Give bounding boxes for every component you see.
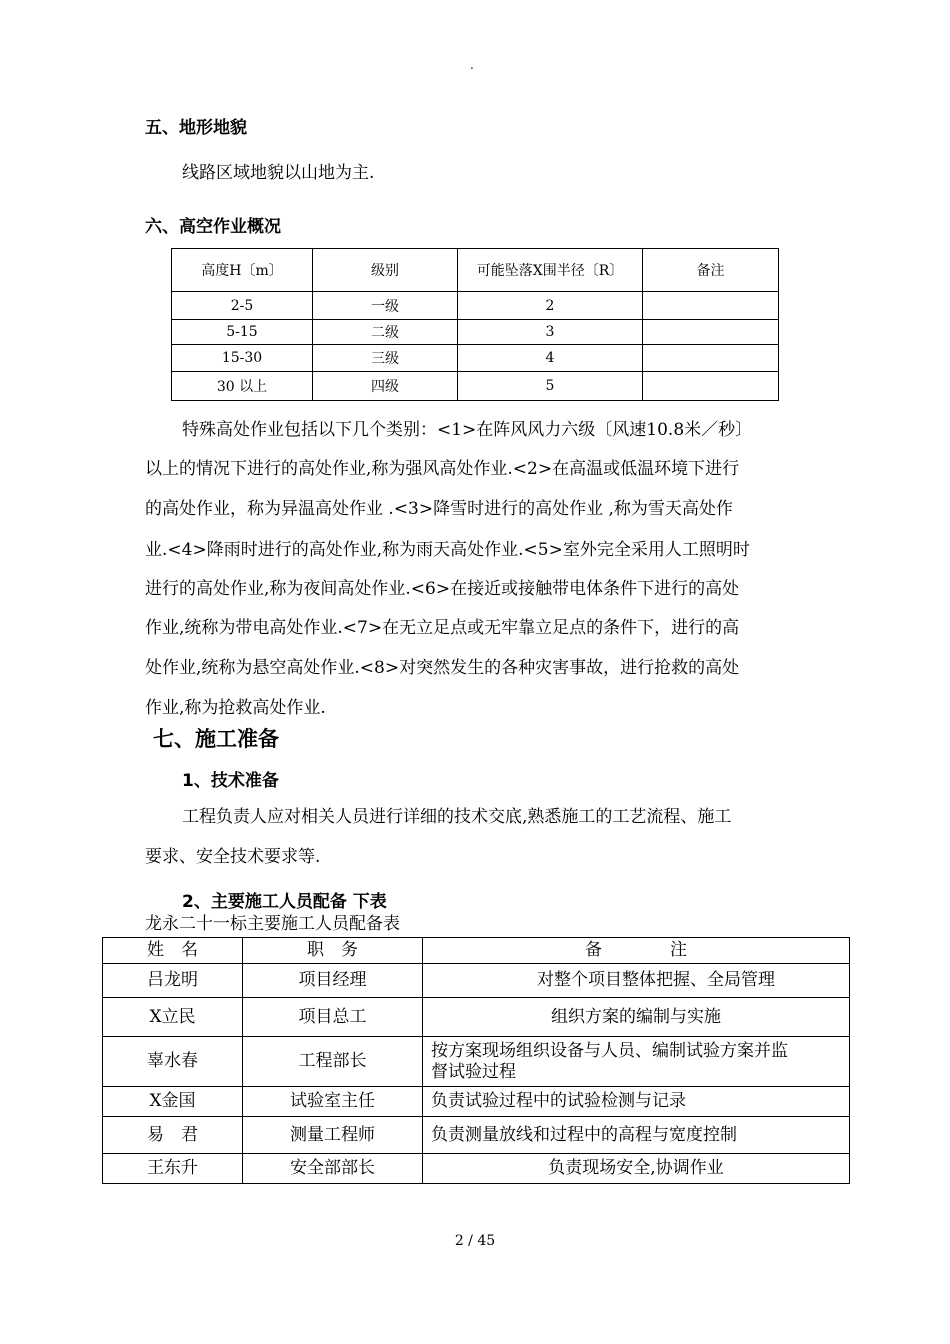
staff-name: 辜水春 [103,1037,243,1087]
tech-prep-line-1: 工程负责人应对相关人员进行详细的技术交底,熟悉施工的工艺流程、施工 [182,807,732,827]
staff-name: 吕龙明 [103,964,243,998]
special-work-line-3: 的高处作业，称为异温高处作业 .<3>降雪时进行的高处作业 ,称为雪天高处作 [145,499,733,519]
table-row [103,998,850,1037]
page-number: 2 / 45 [454,1233,496,1249]
staff-role: 工程部长 [243,1037,423,1087]
staff-heading: 2、主要施工人员配备 下表 [182,892,387,912]
special-work-line-5: 进行的高处作业,称为夜间高处作业.<6>在接近或接触带电体条件下进行的高处 [145,579,740,599]
staff-role: 安全部部长 [243,1154,423,1184]
cell-note [643,345,779,372]
staff-remark: 对整个项目整体把握、全局管理 [423,964,850,998]
staff-header-row [103,938,850,964]
staff-table-caption: 龙永二十一标主要施工人员配备表 [145,914,400,934]
cell-level: 二级 [313,320,458,345]
cell-level: 一级 [313,292,458,320]
section5-body: 线路区域地貌以山地为主. [182,163,375,183]
table-row [172,345,779,372]
section7-heading: 七、施工准备 [153,727,279,751]
header-level: 级别 [313,249,458,292]
cell-note [643,320,779,345]
staff-name: 王东升 [103,1154,243,1184]
table-row [172,320,779,345]
cell-note [643,372,779,401]
staff-name: X立民 [103,998,243,1037]
staff-remark [423,1037,850,1087]
special-work-line-2: 以上的情况下进行的高处作业,称为强风高处作业.<2>在高温或低温环境下进行 [145,459,740,479]
table-row [103,964,850,998]
staff-role: 项目经理 [243,964,423,998]
staff-role: 试验室主任 [243,1087,423,1117]
section5-heading: 五、地形地貌 [145,118,247,138]
table-row [103,1154,850,1184]
special-work-line-4: 业.<4>降雨时进行的高处作业,称为雨天高处作业.<5>室外完全采用人工照明时 [145,540,750,560]
cell-height: 2-5 [172,292,313,320]
header-name: 姓 名 [103,938,243,964]
cell-height: 5-15 [172,320,313,345]
tech-prep-line-2: 要求、安全技术要求等. [145,847,321,867]
special-work-line-1: 特殊高处作业包括以下几个类别：<1>在阵风风力六级〔风速10.8米／秒〕 [182,420,753,440]
cell-radius: 3 [458,320,643,345]
table-row [172,292,779,320]
header-mark: . [470,58,474,72]
staff-remark: 负责现场安全,协调作业 [423,1154,850,1184]
cell-radius: 2 [458,292,643,320]
cell-note [643,292,779,320]
staff-role: 测量工程师 [243,1117,423,1154]
staff-remark-line-2: 督试验过程 [431,1061,516,1082]
header-note: 备注 [643,249,779,292]
cell-level: 三级 [313,345,458,372]
staff-remark: 组织方案的编制与实施 [423,998,850,1037]
height-class-table [171,248,779,401]
staff-table [102,937,850,1184]
cell-radius: 4 [458,345,643,372]
header-height: 高度H〔m〕 [172,249,313,292]
staff-remark: 负责测量放线和过程中的高程与宽度控制 [423,1117,850,1154]
staff-name: 易 君 [103,1117,243,1154]
staff-role: 项目总工 [243,998,423,1037]
table-row [103,1037,850,1087]
cell-radius: 5 [458,372,643,401]
table-row [103,1087,850,1117]
cell-level: 四级 [313,372,458,401]
staff-remark-line-1: 按方案现场组织设备与人员、编制试验方案并监 [431,1040,788,1061]
cell-height: 15-30 [172,345,313,372]
table-row [103,1117,850,1154]
special-work-line-8: 作业,称为抢救高处作业. [145,698,326,718]
special-work-line-7: 处作业,统称为悬空高处作业.<8>对突然发生的各种灾害事故，进行抢救的高处 [145,658,740,678]
table-row [172,372,779,401]
header-remark: 备 注 [423,938,850,964]
header-role: 职 务 [243,938,423,964]
tech-prep-heading: 1、技术准备 [182,771,279,791]
table-header-row [172,249,779,292]
staff-name: X金国 [103,1087,243,1117]
staff-remark: 负责试验过程中的试验检测与记录 [423,1087,850,1117]
special-work-line-6: 作业,统称为带电高处作业.<7>在无立足点或无牢靠立足点的条件下，进行的高 [145,618,740,638]
cell-height: 30 以上 [172,372,313,401]
header-radius: 可能坠落X围半径〔R〕 [458,249,643,292]
section6-heading: 六、高空作业概况 [145,217,281,237]
